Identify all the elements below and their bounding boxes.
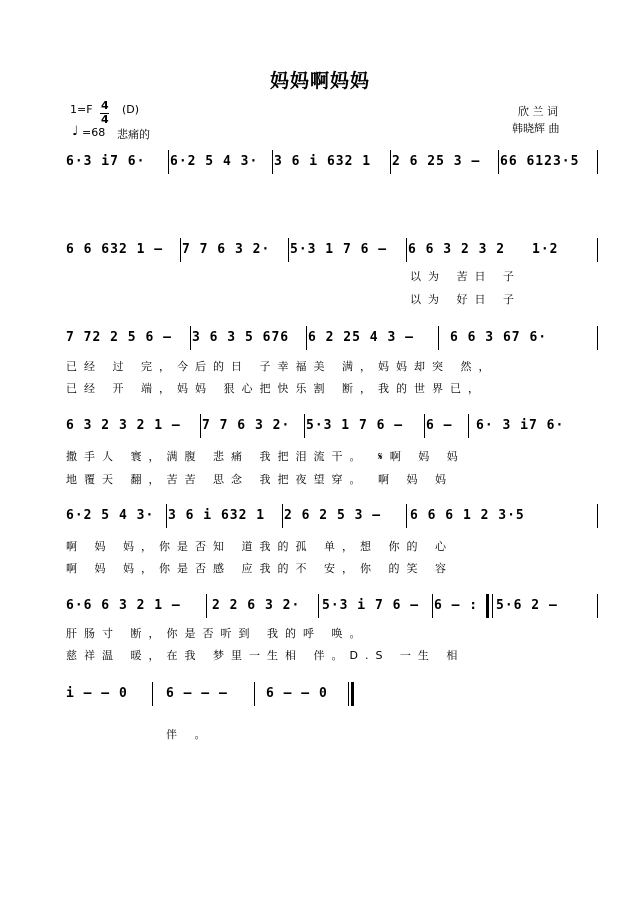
music-system-7	[66, 682, 600, 742]
lyric-line-2: 以为 好日 子	[410, 293, 521, 306]
measure: 2 2 6 3 2·	[212, 598, 301, 613]
notation-row	[66, 682, 600, 706]
bar-line	[306, 326, 307, 350]
bar-line	[190, 326, 191, 350]
bar-line	[597, 504, 598, 528]
bar-line	[200, 414, 201, 438]
notation-row	[66, 150, 600, 174]
measure: 3 6 i 632 1	[168, 508, 266, 523]
measure: 6 2 25 4 3 –	[308, 330, 414, 345]
bar-line	[288, 238, 289, 262]
bar-line	[152, 682, 153, 706]
bar-line	[180, 238, 181, 262]
measure: 6·6 6 3 2 1 –	[66, 598, 181, 613]
bar-line	[432, 594, 433, 618]
measure: 5·6 2 –	[496, 598, 558, 613]
measure: 6·2 5 4 3·	[170, 154, 259, 169]
notation-row	[66, 594, 600, 618]
notation-row	[66, 504, 600, 528]
measure: 2 6 25 3 –	[392, 154, 481, 169]
lyric-line-2: 地覆天 翻，苦苦 思念 我把夜望穿。 啊 妈 妈	[66, 473, 453, 486]
measure: i – – 0	[66, 686, 128, 701]
composer-credit: 韩晓辉 曲	[512, 122, 560, 135]
measure: 6 6 3 67 6·	[450, 330, 548, 345]
measure: 5·3 1 7 6 –	[290, 242, 388, 257]
music-system-4	[66, 414, 600, 486]
time-signature-bottom: 4	[101, 113, 109, 126]
measure: 3 6 3 5 676	[192, 330, 290, 345]
bar-line	[254, 682, 255, 706]
bar-line	[318, 594, 319, 618]
bar-line	[282, 504, 283, 528]
bar-line	[304, 414, 305, 438]
measure: 6 6 6 1 2 3·5	[410, 508, 525, 523]
music-system-5	[66, 504, 600, 576]
bar-line	[166, 504, 167, 528]
lyric-line-1: 啊 妈 妈，你是否知 道我的孤 单，想 你的 心	[66, 540, 453, 553]
bar-line	[206, 594, 207, 618]
measure: 7 72 2 5 6 –	[66, 330, 172, 345]
measure: 5·3 i 7 6 –	[322, 598, 420, 613]
music-system-2	[66, 238, 600, 310]
key-signature: 1=F	[70, 103, 93, 116]
bar-line	[468, 414, 469, 438]
measure: 6 –	[426, 418, 453, 433]
bar-line	[597, 238, 598, 262]
song-title: 妈妈啊妈妈	[269, 70, 370, 92]
lyric-line-1: 撒手人 寰，满腹 悲痛 我把泪流干。 𝄋啊 妈 妈	[66, 450, 465, 463]
measure: 66 6123·5	[500, 154, 580, 169]
mode-label: (D)	[122, 103, 140, 116]
bar-line	[168, 150, 169, 174]
lyric-line-1: 以为 苦日 子	[410, 270, 521, 283]
bar-line	[424, 414, 425, 438]
measure: 6 – :	[434, 598, 479, 613]
lyric-line-1: 肝肠寸 断，你是否听到 我的呼 唤。	[66, 627, 368, 640]
music-system-1	[66, 150, 600, 174]
repeat-bar-line	[486, 594, 489, 618]
measure: 2 6 2 5 3 –	[284, 508, 382, 523]
lyric-line-2: 慈祥温 暖，在我 梦里一生相 伴。D.S 一生 相	[66, 649, 465, 662]
lyric-line-2: 啊 妈 妈，你是否感 应我的不 安，你 的笑 容	[66, 562, 453, 575]
lyric-line-1: 伴 。	[166, 728, 213, 741]
measure: 3 6 i 632 1	[274, 154, 372, 169]
tempo-marking: =68	[82, 126, 106, 139]
measure: 6·3 i7 6·	[66, 154, 146, 169]
final-bar-line	[351, 682, 354, 706]
bar-line	[272, 150, 273, 174]
measure: 6 3 2 3 2 1 –	[66, 418, 181, 433]
lyric-line-1: 已经 过 完，今后的日 子幸福美 满，妈妈却突 然，	[66, 360, 497, 373]
notation-row	[66, 326, 600, 350]
measure: 7 7 6 3 2·	[182, 242, 271, 257]
measure: 1·2	[532, 242, 559, 257]
measure: 6 – – 0	[266, 686, 328, 701]
bar-line	[406, 238, 407, 262]
bar-line	[597, 326, 598, 350]
notation-row	[66, 414, 600, 438]
bar-line	[438, 326, 439, 350]
bar-line	[390, 150, 391, 174]
bar-line	[597, 594, 598, 618]
lyricist-credit: 欣 兰 词	[518, 105, 558, 118]
expression-marking: 悲痛的	[117, 128, 150, 141]
music-system-3	[66, 326, 600, 398]
measure: 6 6 3 2 3 2	[408, 242, 506, 257]
music-system-6	[66, 594, 600, 666]
bar-line	[597, 150, 598, 174]
bar-line	[348, 682, 349, 706]
notation-row	[66, 238, 600, 262]
measure: 6· 3 i7 6·	[476, 418, 565, 433]
measure: 6 – – –	[166, 686, 228, 701]
measure: 6·2 5 4 3·	[66, 508, 155, 523]
measure: 5·3 1 7 6 –	[306, 418, 404, 433]
lyric-line-2: 已经 开 端，妈妈 狠心把快乐割 断，我的世界已，	[66, 382, 486, 395]
measure: 6 6 632 1 –	[66, 242, 164, 257]
bar-line	[498, 150, 499, 174]
tempo-note-icon: ♩	[72, 124, 79, 139]
measure: 7 7 6 3 2·	[202, 418, 291, 433]
bar-line	[406, 504, 407, 528]
time-signature-top: 4	[101, 99, 109, 112]
bar-line	[492, 594, 493, 618]
